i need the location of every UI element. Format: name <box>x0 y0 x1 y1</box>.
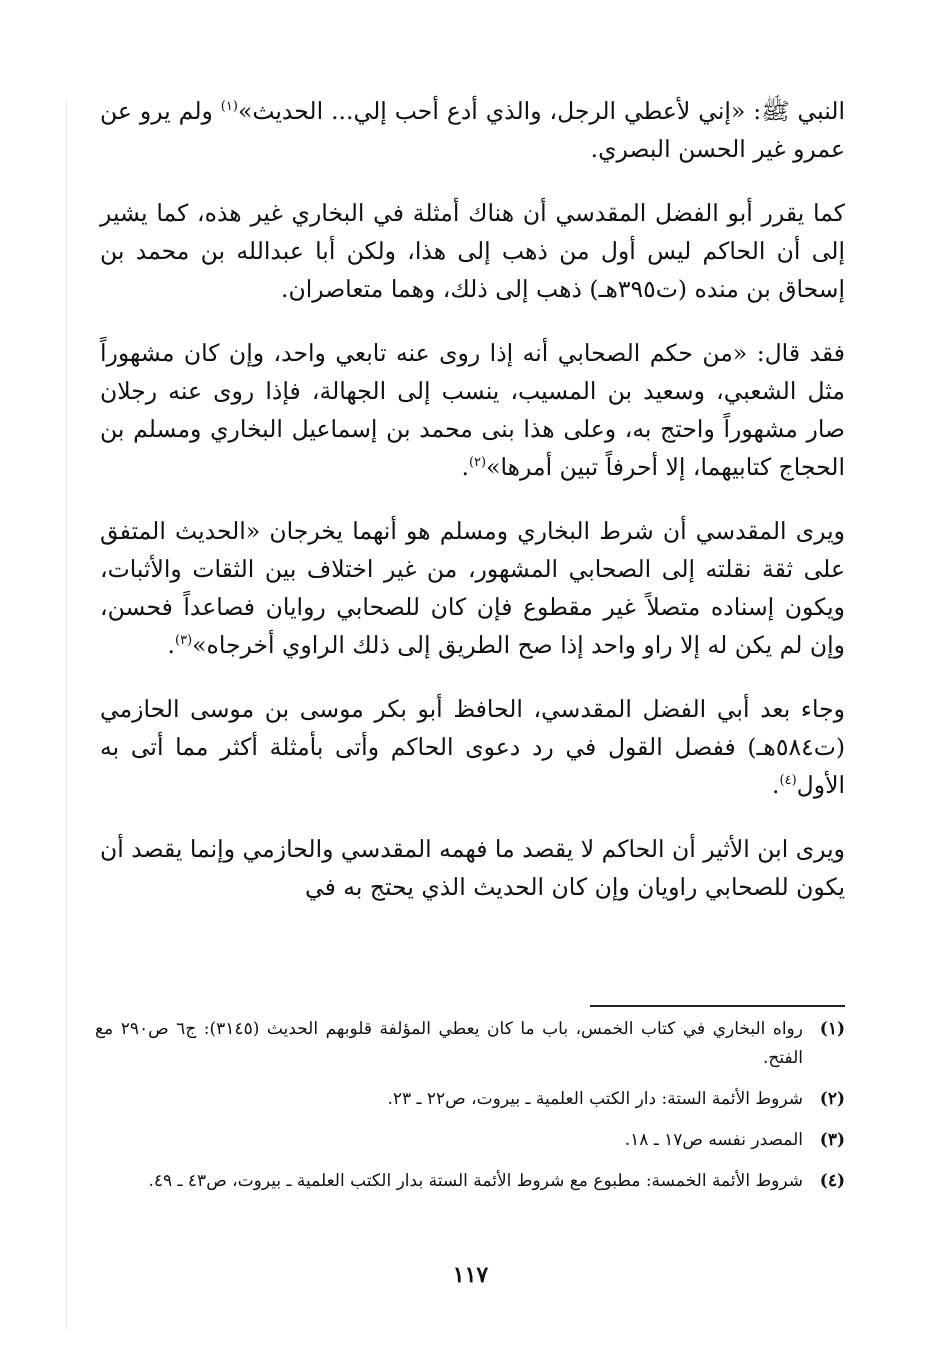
footnote-number: (٤) <box>819 1171 845 1191</box>
paragraph-text-continued: . <box>772 771 780 799</box>
footnote-number: (٢) <box>819 1089 845 1109</box>
paragraph <box>100 512 845 664</box>
footnote <box>95 1167 845 1196</box>
footnote-number: (٣) <box>819 1130 845 1150</box>
paragraph <box>100 92 845 168</box>
footnote-separator <box>590 1005 845 1007</box>
footnote-text: المصدر نفسه ص١٧ ـ ١٨. <box>624 1130 803 1150</box>
footnote <box>95 1015 845 1073</box>
footnote-text: شروط الأئمة الخمسة: مطبوع مع شروط الأئمة الستة بدار الكتب العلمية ـ بيروت، ص٤٣ ـ ٤٩. <box>148 1171 803 1191</box>
paragraph-text-continued: . <box>461 453 469 481</box>
footnote-text: رواه البخاري في كتاب الخمس، باب ما كان يعطي المؤلفة قلوبهم الحديث (٣١٤٥): ج٦ ص٢٩٠ مع الفتح. <box>95 1019 803 1068</box>
paragraph <box>100 830 845 906</box>
footnote-ref: (١) <box>220 99 238 115</box>
page-number: ١١٧ <box>452 1262 489 1288</box>
footnote-ref: (٢) <box>468 455 487 471</box>
paragraph <box>100 690 845 804</box>
footnote-text: شروط الأئمة الستة: دار الكتب العلمية ـ بيروت، ص٢٢ ـ ٢٣. <box>387 1089 803 1109</box>
paragraph-text: النبي ﷺ: «إني لأعطي الرجل، والذي أدع أحب إلي... الحديث» <box>237 97 846 125</box>
paragraph-text: ويرى المقدسي أن شرط البخاري ومسلم هو أنهما يخرجان «الحديث المتفق على ثقة نقلته إلى الصحابي المشهور، من غير اختلاف بين الثقات والأثبات، ويكون إسناده متصلاً غير مقطوع فإن كان للصحابي روايان فصاعداً فحسن، وإن لم يكن له إلا راو واحد إذا صح الطريق إلى ذلك الراوي أخرجاه» <box>100 517 845 659</box>
paragraph <box>100 194 845 308</box>
footnote <box>95 1085 845 1114</box>
paragraph-text: ويرى ابن الأثير أن الحاكم لا يقصد ما فهمه المقدسي والحازمي وإنما يقصد أن يكون للصحابي راويان وإن كان الحديث الذي يحتج به في <box>100 835 845 901</box>
paragraph-text: كما يقرر أبو الفضل المقدسي أن هناك أمثلة في البخاري غير هذه، كما يشير إلى أن الحاكم ليس أول من ذهب إلى هذا، ولكن أبا عبدالله بن محمد بن إسحاق بن منده (ت٣٩٥هـ) ذهب إلى ذلك، وهما متعاصران. <box>100 199 845 303</box>
paragraph <box>100 334 845 486</box>
scan-margin-line <box>66 100 67 1330</box>
footnotes <box>95 1015 845 1208</box>
paragraph-text: وجاء بعد أبي الفضل المقدسي، الحافظ أبو بكر موسى بن موسى الحازمي (ت٥٨٤هـ) ففصل القول في رد دعوى الحاكم وأتى بأمثلة أكثر مما أتى به الأول <box>100 695 845 799</box>
paragraph-text-continued: . <box>167 631 175 659</box>
footnote-ref: (٤) <box>779 773 797 789</box>
footnote <box>95 1126 845 1155</box>
main-text <box>100 92 845 932</box>
footnote-ref: (٣) <box>175 633 193 649</box>
paragraph-text-continued: ولم يرو عن عمرو غير الحسن البصري. <box>100 97 845 163</box>
paragraph-text: فقد قال: «من حكم الصحابي أنه إذا روى عنه تابعي واحد، وإن كان مشهوراً مثل الشعبي، وسعيد بن المسيب، ينسب إلى الجهالة، فإذا روى عنه رجلان صار مشهوراً واحتج به، وعلى هذا بنى محمد بن إسماعيل البخاري ومسلم بن الحجاج كتابيهما، إلا أحرفاً تبين أمرها» <box>100 339 845 481</box>
footnote-number: (١) <box>819 1019 845 1039</box>
